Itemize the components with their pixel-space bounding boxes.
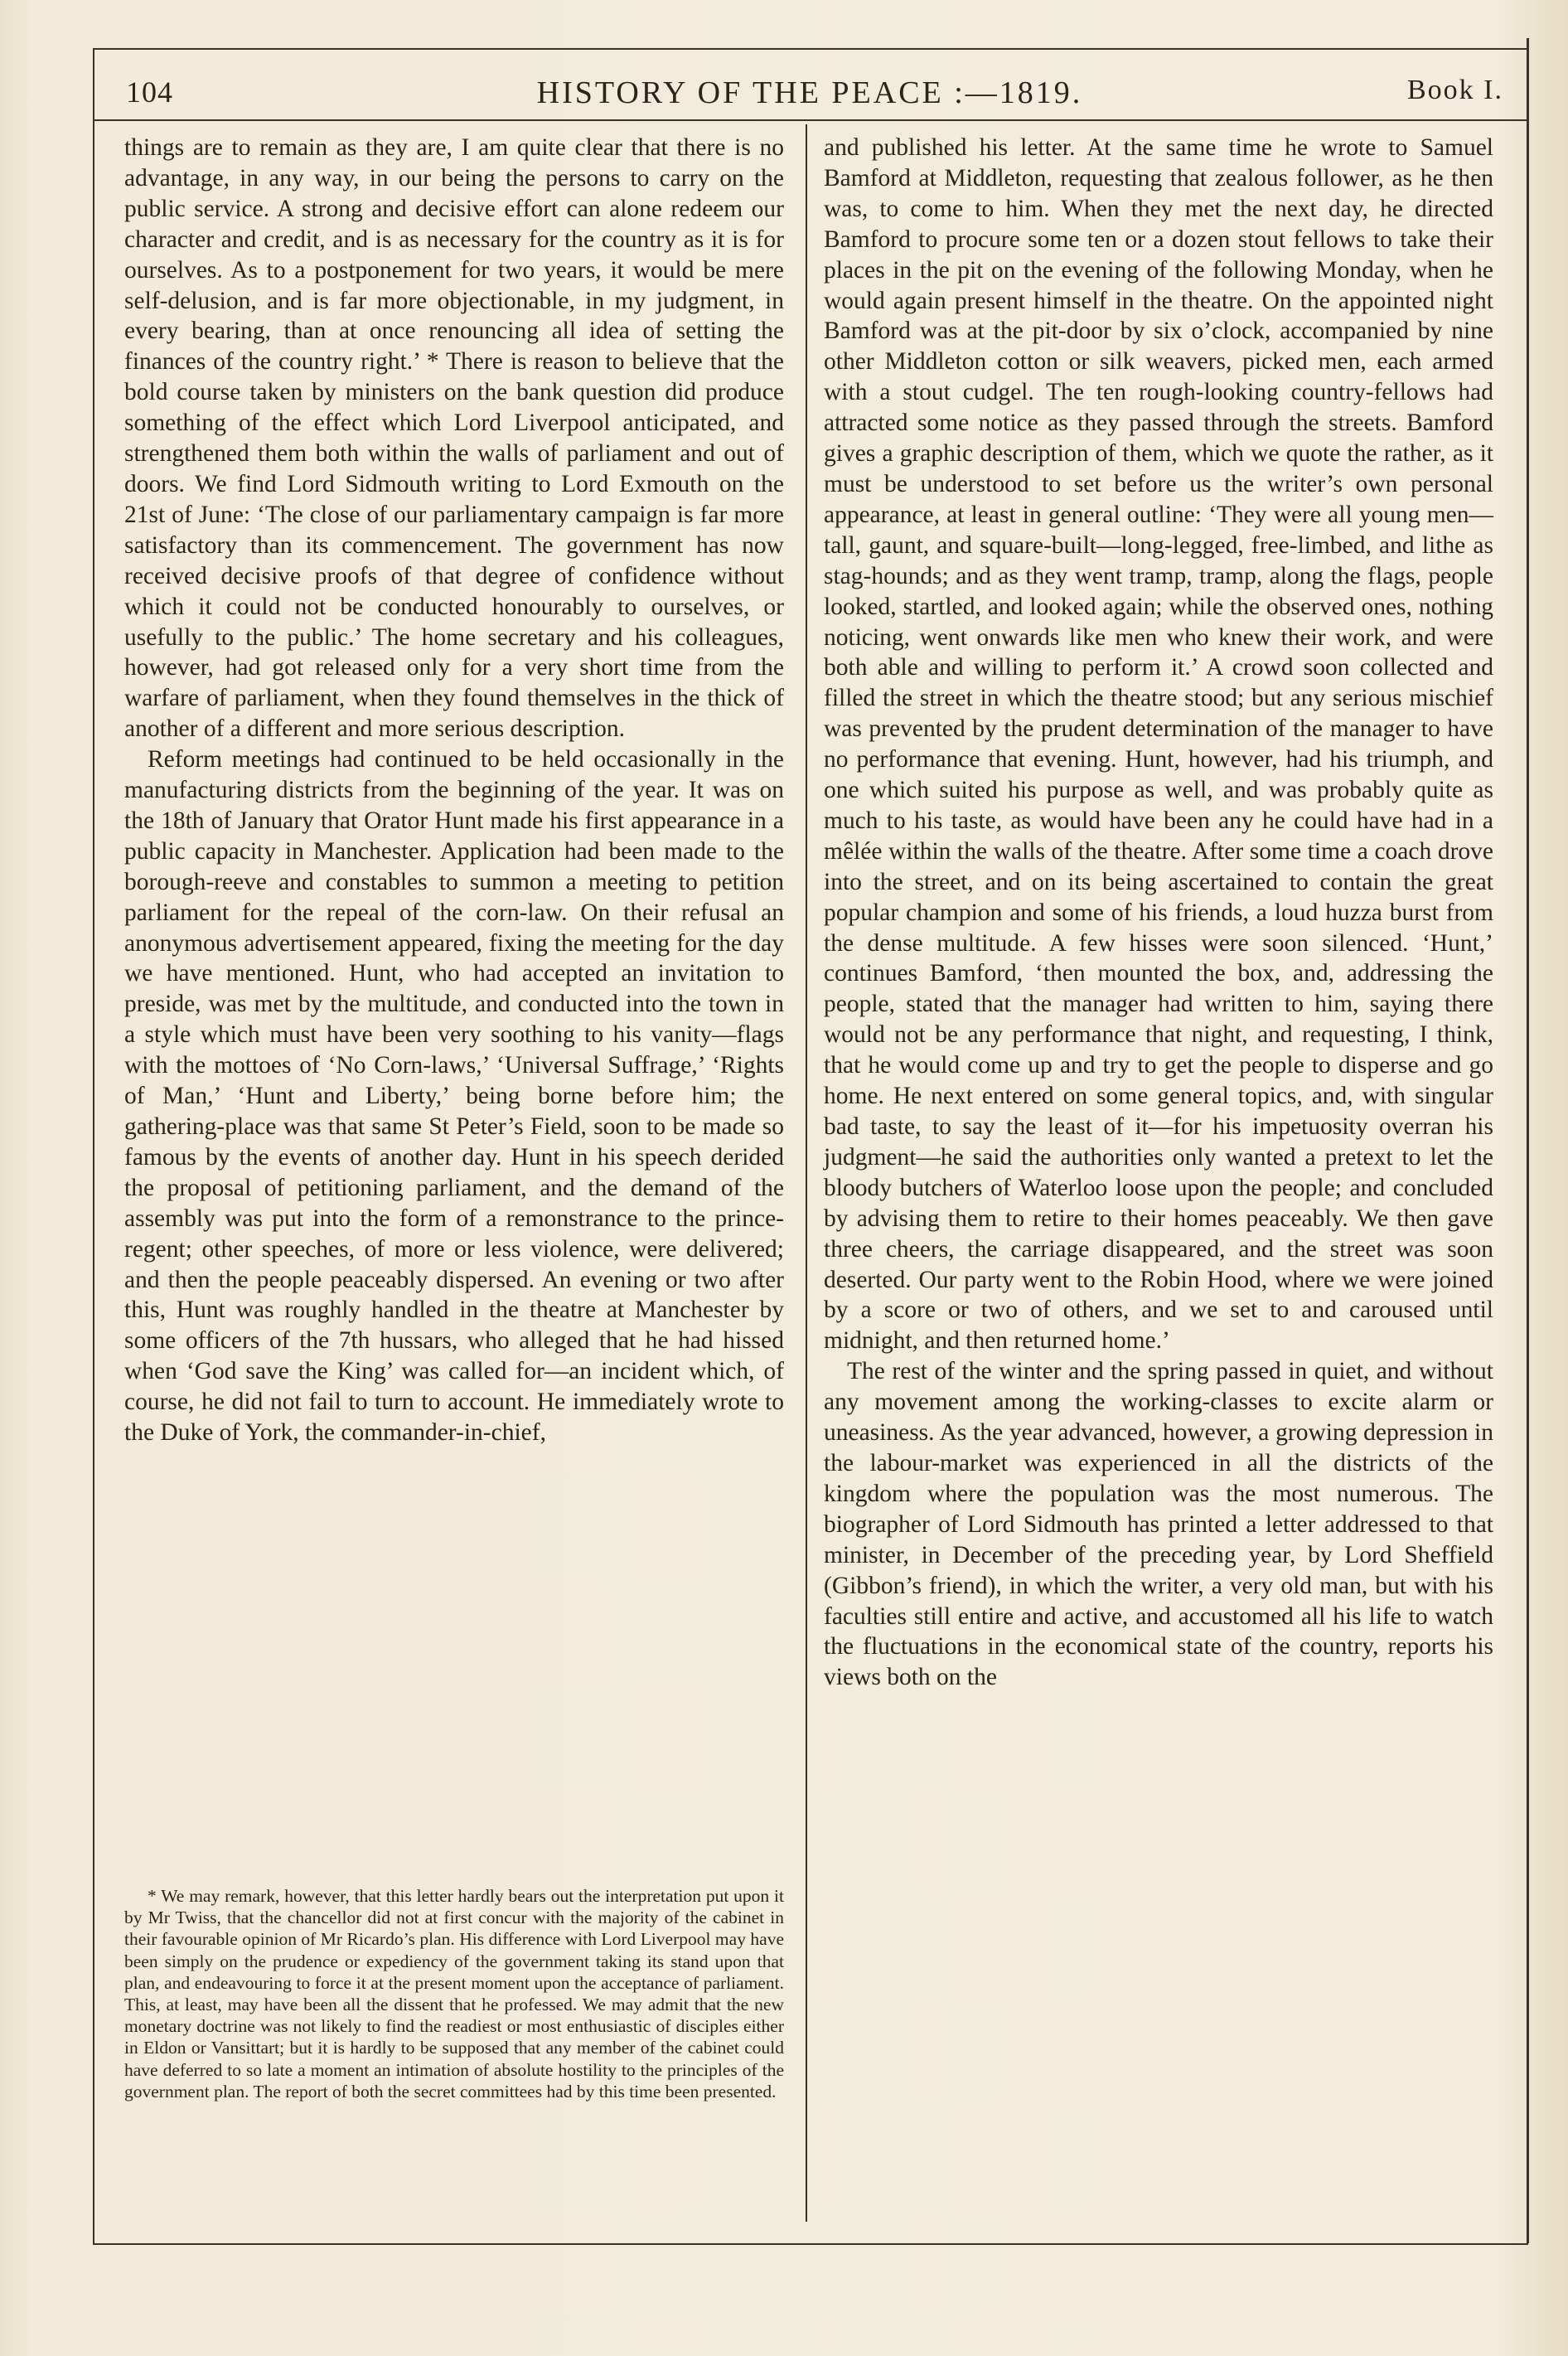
book-label: Book I. (1407, 75, 1503, 105)
page-frame-bottom-rule (93, 2243, 1528, 2245)
header-rule (93, 119, 1527, 121)
running-header (93, 68, 1527, 118)
footnote: * We may remark, however, that this letter hardly bears out the interpretation put upon it by Mr Twiss, that the chancellor did not at first concur with the majority of the cabinet in their favourable opinion of Mr Ricardo’s plan. His difference with Lord Liverpool may have been simply on the prudence or expediency of the government taking its stand upon that plan, and endeavouring to force it at the present moment upon the acceptance of parliament. This, at least, may have been all the dissent that he professed. We may admit that the new monetary doctrine was not likely to find the readiest or most enthusiastic of disciples either in Eldon or Vansittart; but it is hardly to be supposed that any member of the cabinet could have deferred to so late a moment an intimation of absolute hostility to the principles of the government plan. The report of both the secret committees had by this time been presented. (124, 1886, 784, 2101)
page-number: 104 (126, 75, 173, 109)
left-paragraph-2: Reform meetings had continued to be held occasionally in the manufacturing districts from the beginning of the year. It was on the 18th of January that Orator Hunt made his first appearance in a public capacity in Manchester. Application had been made to the borough-reeve and constables to summon a meeting to petition parliament for the repeal of the corn-law. On their refusal an anonymous advertisement appeared, fixing the meeting for the day we have mentioned. Hunt, who had accepted an invitation to preside, was met by the multitude, and conducted into the town in a style which must have been very soothing to his vanity—flags with the mottoes of ‘No Corn-laws,’ ‘Universal Suffrage,’ ‘Rights of Man,’ ‘Hunt and Liberty,’ being borne before him; the gathering-place was that same St Peter’s Field, soon to be made so famous by the events of another day. Hunt in his speech derided the proposal of petitioning parliament, and the demand of the assembly was put into the form of a remonstrance to the prince-regent; other speeches, of more or less violence, were delivered; and then the people peaceably dispersed. An evening or two after this, Hunt was roughly handled in the theatre at Manchester by some officers of the 7th hussars, who alleged that he had hissed when ‘God save the King’ was called for—an incident which, of course, he did not fail to turn to account. He immediately wrote to the Duke of York, the commander-in-chief, (124, 746, 784, 1447)
right-column (824, 133, 1493, 1693)
running-title: HISTORY OF THE PEACE :—1819. (536, 75, 1083, 110)
right-paragraph-2: The rest of the winter and the spring passed in quiet, and without any movement among the working-classes to excite alarm or uneasiness. As the year advanced, however, a growing depression in the labour-market was experienced in all the districts of the kingdom where the population was the most numerous. The biographer of Lord Sidmouth has printed a letter addressed to that minister, in December of the preceding year, by Lord Sheffield (Gibbon’s friend), in which the writer, a very old man, but with his faculties still entire and active, and accustomed all his life to watch the fluctuations in the economical state of the country, reports his views both on the (824, 1358, 1493, 1691)
page-frame-top-rule (93, 48, 1528, 50)
page-frame-right-rule (1527, 38, 1529, 2243)
page-frame-left-rule (93, 48, 94, 2243)
right-paragraph-1: and published his letter. At the same time he wrote to Samuel Bamford at Middleton, requesting that zealous follower, as he then was, to come to him. When they met the next day, he directed Bamford to procure some ten or a dozen stout fellows to take their places in the pit on the evening of the following Monday, when he would again present himself in the theatre. On the appointed night Bamford was at the pit-door by six o’clock, accompanied by nine other Middleton cotton or silk weavers, picked men, each armed with a stout cudgel. The ten rough-looking country-fellows had attracted some notice as they passed through the streets. Bamford gives a graphic description of them, which we quote the rather, as it must be understood to set before us the writer’s own personal appearance, at least in general outline: ‘They were all young men—tall, gaunt, and square-built—long-legged, free-limbed, and lithe as stag-hounds; and as they went tramp, tramp, along the flags, people looked, startled, and looked again; while the observed ones, nothing noticing, went onwards like men who knew their work, and were both able and willing to perform it.’ A crowd soon collected and filled the street in which the theatre stood; but any serious mischief was prevented by the prudent determination of the manager to have no performance that evening. Hunt, however, had his triumph, and one which suited his purpose as well, and was probably quite as much to his taste, as would have been any he could have had in a mêlée within the walls of the theatre. After some time a coach drove into the street, and on its being ascertained to contain the great popular champion and some of his friends, a loud huzza burst from the dense multitude. A few hisses were soon silenced. ‘Hunt,’ continues Bamford, ‘then mounted the box, and, addressing the people, stated that the manager had written to him, saying there would not be any performance that night, and requesting, I think, that he would come up and try to get the people to disperse and go home. He next entered on some general topics, and, with singular bad taste, to say the least of it—for his impetuosity overran his judgment—he said the authorities only wanted a pretext to let the bloody butchers of Waterloo loose upon the people; and concluded by advising them to retire to their homes peaceably. We then gave three cheers, the carriage disappeared, and the street was soon deserted. Our party went to the Robin Hood, where we were joined by a score or two of others, and we set to and caroused until midnight, and then returned home.’ (824, 134, 1493, 1355)
column-divider (806, 124, 807, 2222)
left-paragraph-1: things are to remain as they are, I am quite clear that there is no advantage, in any way, in our being the persons to carry on the public service. A strong and decisive effort can alone redeem our character and credit, and is as necessary for the country as it is for ourselves. As to a postponement for two years, it would be mere self-delusion, and is far more objectionable, in my judgment, in every bearing, than at once renouncing all idea of setting the finances of the country right.’ * There is reason to believe that the bold course taken by ministers on the bank question did produce something of the effect which Lord Liverpool anticipated, and strengthened them both within the walls of parliament and out of doors. We find Lord Sidmouth writing to Lord Exmouth on the 21st of June: ‘The close of our parliamentary campaign is far more satisfactory than its commencement. The government has now received decisive proofs of that degree of confidence without which it could not be conducted honourably to ourselves, or usefully to the public.’ The home secretary and his colleagues, however, had got released only for a very short time from the warfare of parliament, when they found themselves in the thick of another of a different and more serious description. (124, 134, 784, 743)
left-column (124, 133, 784, 1448)
